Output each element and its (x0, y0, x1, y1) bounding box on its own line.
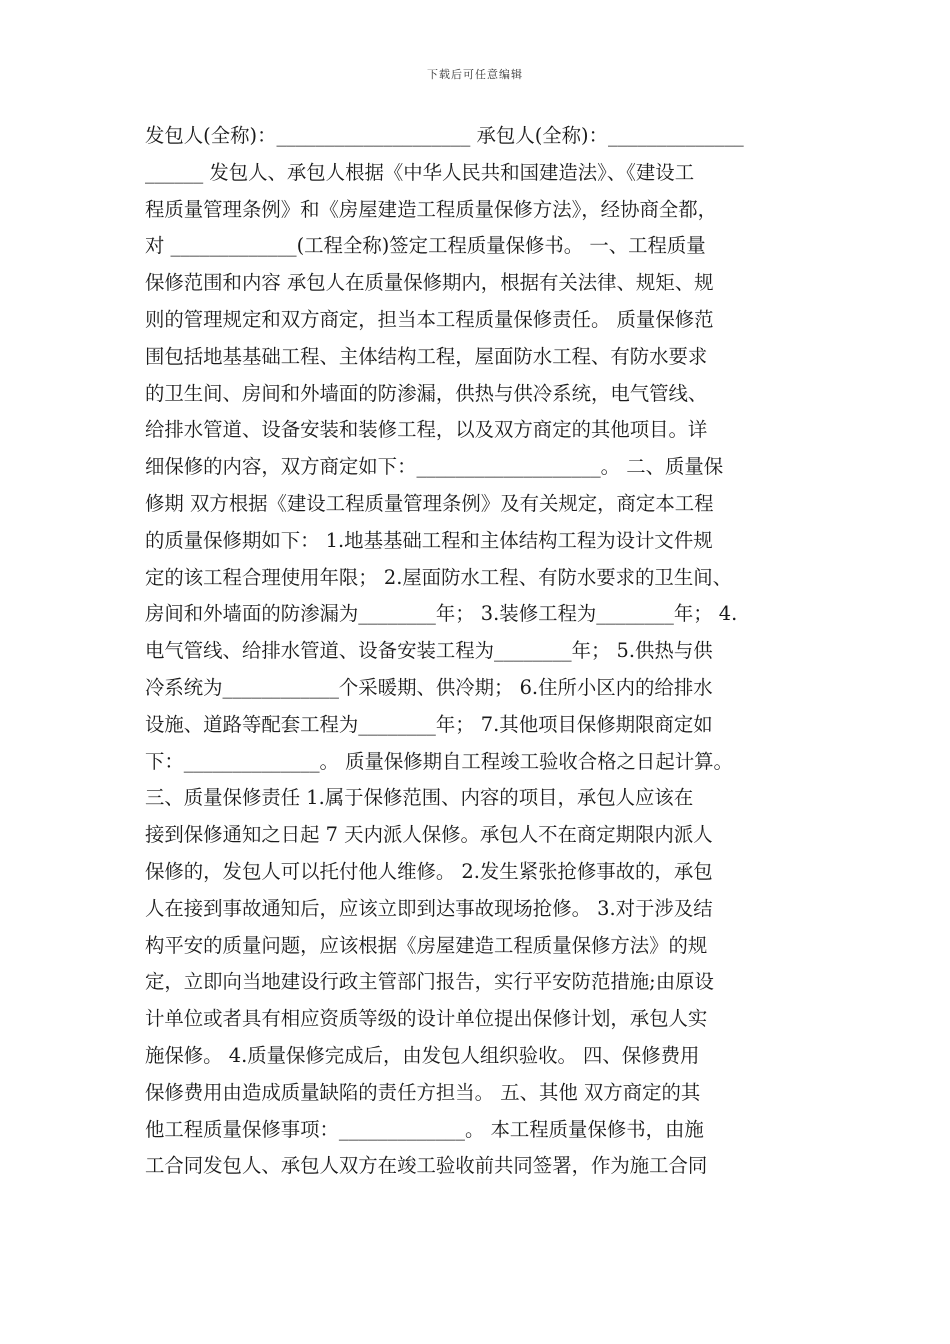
text-line: 保修费用由造成质量缺陷的责任方担当。 五、其他 双方商定的其 (145, 1080, 701, 1104)
text-line: 细保修的内容，双方商定如下：___________________。 二、质量保 (145, 455, 724, 479)
text-line: 人在接到事故通知后，应该立即到达事故现场抢修。 3.对于涉及结 (145, 896, 713, 920)
text-line: 保修的，发包人可以托付他人维修。 2.发生紧张抢修事故的，承包 (145, 859, 713, 883)
text-line: ______ 发包人、承包人根据《中华人民共和国建造法》、《建设工 (145, 160, 695, 184)
text-line: 给排水管道、设备安装和装修工程，以及双方商定的其他项目。详 (145, 418, 708, 442)
text-line: 对 _____________(工程全称)签定工程质量保修书。 一、工程质量 (145, 234, 706, 258)
text-line: 定的该工程合理使用年限； 2.屋面防水工程、有防水要求的卫生间、 (145, 565, 732, 589)
text-line: 的卫生间、房间和外墙面的防渗漏，供热与供冷系统，电气管线、 (145, 381, 708, 405)
page-header-note: 下载后可任意编辑 (427, 68, 523, 81)
text-line: 房间和外墙面的防渗漏为________年； 3.装修工程为________年； 4. (145, 602, 738, 626)
text-line: 施保修。 4.质量保修完成后，由发包人组织验收。 四、保修费用 (145, 1043, 700, 1067)
text-line: 围包括地基基础工程、主体结构工程，屋面防水工程、有防水要求 (145, 344, 708, 368)
text-line: 设施、道路等配套工程为________年； 7.其他项目保修期限商定如 (145, 712, 713, 736)
text-line: 则的管理规定和双方商定，担当本工程质量保修责任。 质量保修范 (145, 307, 714, 331)
text-line: 三、质量保修责任 1.属于保修范围、内容的项目，承包人应该在 (145, 786, 694, 810)
text-line: 的质量保修期如下： 1.地基基础工程和主体结构工程为设计文件规 (145, 528, 713, 552)
text-line: 下：______________。 质量保修期自工程竣工验收合格之日起计算。 (145, 749, 733, 773)
text-line: 冷系统为____________个采暖期、供冷期； 6.住所小区内的给排水 (145, 675, 713, 699)
text-line: 发包人(全称)：____________________ 承包人(全称)：______________ (145, 124, 744, 147)
text-line: 他工程质量保修事项：_____________。 本工程质量保修书，由施 (145, 1117, 704, 1141)
text-line: 接到保修通知之日起 7 天内派人保修。承包人不在商定期限内派人 (145, 823, 713, 847)
text-line: 电气管线、给排水管道、设备安装工程为________年； 5.供热与供 (145, 639, 713, 663)
text-line: 保修范围和内容 承包人在质量保修期内，根据有关法律、规矩、规 (145, 271, 714, 295)
text-line: 修期 双方根据《建设工程质量管理条例》及有关规定，商定本工程 (145, 491, 714, 515)
text-line: 构平安的质量问题，应该根据《房屋建造工程质量保修方法》的规 (145, 933, 708, 957)
document-body (145, 118, 810, 1185)
text-line: 程质量管理条例》和《房屋建造工程质量保修方法》，经协商全都， (145, 197, 718, 221)
text-line: 定，立即向当地建设行政主管部门报告，实行平安防范措施;由原设 (145, 970, 714, 994)
text-line: 工合同发包人、承包人双方在竣工验收前共同签署，作为施工合同 (145, 1154, 708, 1178)
text-line: 计单位或者具有相应资质等级的设计单位提出保修计划，承包人实 (145, 1007, 708, 1031)
